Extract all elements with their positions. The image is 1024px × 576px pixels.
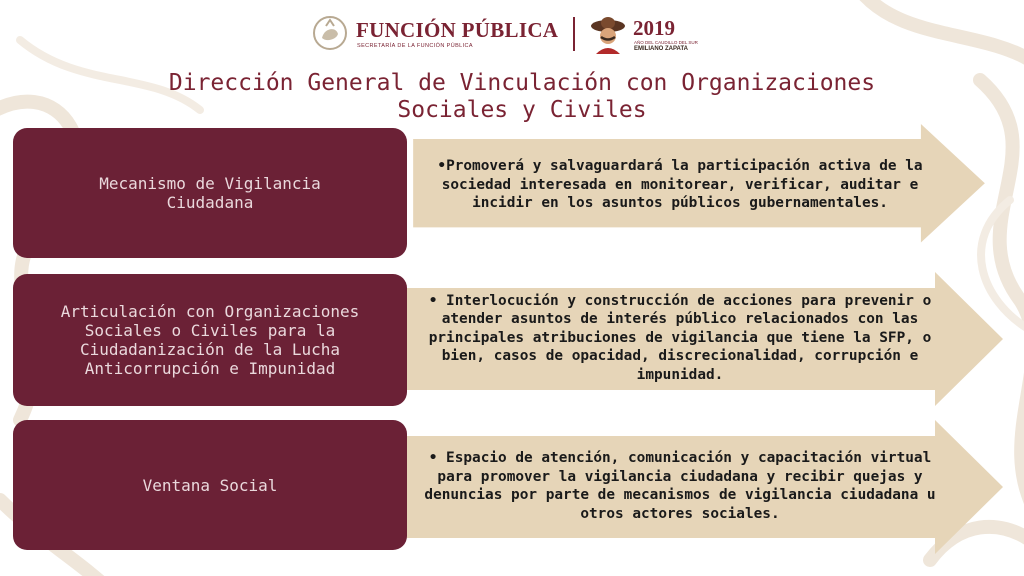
emiliano-zapata-portrait-icon <box>590 14 626 54</box>
category-label: Mecanismo de Vigilancia Ciudadana <box>99 174 321 212</box>
brand-name: FUNCIÓN PÚBLICA <box>356 18 559 42</box>
category-box <box>13 420 407 550</box>
category-description <box>414 126 946 244</box>
brand-subtitle: SECRETARÍA DE LA FUNCIÓN PÚBLICA <box>357 43 473 49</box>
coat-of-arms-icon <box>312 14 348 52</box>
category-label: Ventana Social <box>142 475 278 495</box>
description-text: • Espacio de atención, comunicación y capacitación virtual para promover la vigilancia ciudadana y recibir quejas y denuncias por parte de mecanismos de vigilancia ciudadana u otros actores sociales. <box>424 450 936 522</box>
category-box <box>13 128 407 258</box>
category-box <box>13 274 407 406</box>
category-label: Articulación con Organizaciones Sociales o Civiles para la Ciudadanización de la Lucha Anticorrupción e Impunidad <box>60 302 360 378</box>
category-description <box>414 272 946 404</box>
header <box>0 0 1024 62</box>
page-title: Dirección General de Vinculación con Organizaciones Sociales y Civiles <box>168 70 876 123</box>
year-subtitle: AÑO DEL CAUDILLO DEL SUR <box>634 40 698 45</box>
year-label: 2019 <box>633 16 675 40</box>
description-text: • Interlocución y construcción de acciones para prevenir o atender asuntos de interés público relacionados con las principales atribuciones de vigilancia que tiene la SFP, o bien, casos de opacidad, discrecionalidad, corrupción e impunidad. <box>428 292 932 383</box>
year-name: EMILIANO ZAPATA <box>634 46 688 52</box>
description-text: •Promoverá y salvaguardará la participación activa de la sociedad interesada en monitorear, verificar, auditar e incidir en los asuntos públicos gubernamentales. <box>437 158 923 212</box>
category-description <box>414 422 946 550</box>
header-divider <box>573 17 575 51</box>
